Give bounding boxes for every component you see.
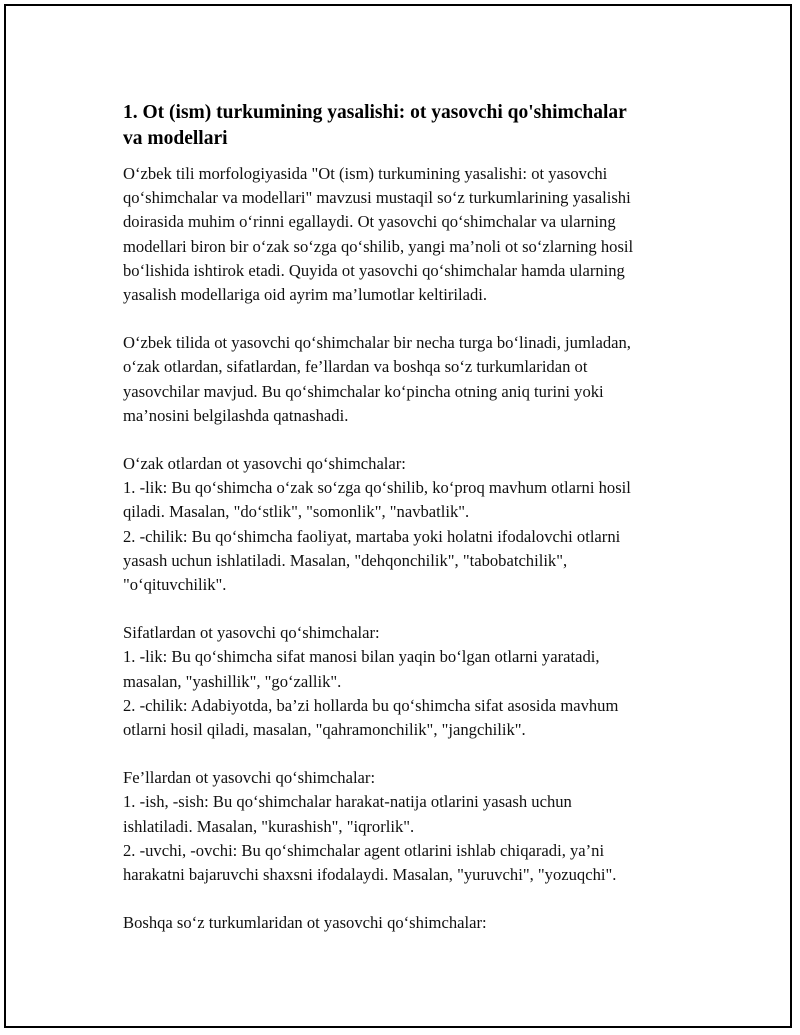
text-line: Fe’llardan ot yasovchi qo‘shimchalar:: [123, 768, 376, 788]
title-line: 1. Ot (ism) turkumining yasalishi: ot yasovchi qo'shimchalar: [123, 102, 627, 123]
document-body: [123, 100, 703, 959]
text-line: 1. -lik: Bu qo‘shimcha o‘zak so‘zga qo‘shilib, ko‘proq mavhum otlarni hosil: [123, 478, 631, 498]
text-line: O‘zbek tilida ot yasovchi qo‘shimchalar bir necha turga bo‘linadi, jumladan,: [123, 333, 631, 353]
text-line: masalan, "yashillik", "go‘zallik".: [123, 671, 342, 691]
text-line: yasovchilar mavjud. Bu qo‘shimchalar ko‘pincha otning aniq turini yoki: [123, 381, 604, 401]
paragraph-other-suffixes: [123, 911, 703, 935]
text-line: doirasida muhim o‘rinni egallaydi. Ot yasovchi qo‘shimchalar va ularning: [123, 212, 616, 232]
title-line: va modellari: [123, 128, 228, 149]
text-line: modellari biron bir o‘zak so‘zga qo‘shilib, yangi ma’noli ot so‘zlarning hosil: [123, 236, 634, 256]
text-line: harakatni bajaruvchi shaxsni ifodalaydi. Masalan, "yuruvchi", "yozuqchi".: [123, 865, 617, 885]
paragraph-intro: [123, 162, 703, 307]
text-line: O‘zbek tili morfologiyasida "Ot (ism) turkumining yasalishi: ot yasovchi: [123, 164, 608, 183]
paragraph-adjective-suffixes: [123, 621, 703, 742]
page-frame: [4, 4, 792, 1028]
text-line: ma’nosini belgilashda qatnashadi.: [123, 405, 349, 425]
text-line: Sifatlardan ot yasovchi qo‘shimchalar:: [123, 623, 380, 643]
text-line: o‘zak otlardan, sifatlardan, fe’llardan va boshqa so‘z turkumlaridan ot: [123, 357, 588, 377]
text-line: O‘zak otlardan ot yasovchi qo‘shimchalar:: [123, 454, 406, 474]
text-line: ishlatiladi. Masalan, "kurashish", "iqrorlik".: [123, 816, 415, 836]
text-line: bo‘lishida ishtirok etadi. Quyida ot yasovchi qo‘shimchalar hamda ularning: [123, 260, 625, 280]
text-line: qo‘shimchalar va modellari" mavzusi mustaqil so‘z turkumlarining yasalishi: [123, 188, 631, 208]
text-line: yasalish modellariga oid ayrim ma’lumotlar keltiriladi.: [123, 285, 488, 305]
document-title: [123, 100, 703, 152]
text-line: 2. -uvchi, -ovchi: Bu qo‘shimchalar agent otlarini ishlab chiqaradi, ya’ni: [123, 840, 605, 860]
text-line: 1. -ish, -sish: Bu qo‘shimchalar harakat-natija otlarini yasash uchun: [123, 792, 572, 812]
paragraph-verb-suffixes: [123, 766, 703, 887]
text-line: 1. -lik: Bu qo‘shimcha sifat manosi bilan yaqin bo‘lgan otlarni yaratadi,: [123, 647, 600, 667]
text-line: 2. -chilik: Bu qo‘shimcha faoliyat, martaba yoki holatni ifodalovchi otlarni: [123, 526, 621, 546]
paragraph-types: [123, 331, 703, 428]
text-line: Boshqa so‘z turkumlaridan ot yasovchi qo‘shimchalar:: [123, 913, 487, 933]
text-line: yasash uchun ishlatiladi. Masalan, "dehqonchilik", "tabobatchilik",: [123, 550, 568, 570]
text-line: otlarni hosil qiladi, masalan, "qahramonchilik", "jangchilik".: [123, 720, 526, 740]
text-line: 2. -chilik: Adabiyotda, ba’zi hollarda bu qo‘shimcha sifat asosida mavhum: [123, 695, 619, 715]
paragraph-noun-suffixes: [123, 452, 703, 597]
text-line: qiladi. Masalan, "do‘stlik", "somonlik", "navbatlik".: [123, 502, 470, 522]
text-line: "o‘qituvchilik".: [123, 575, 227, 595]
